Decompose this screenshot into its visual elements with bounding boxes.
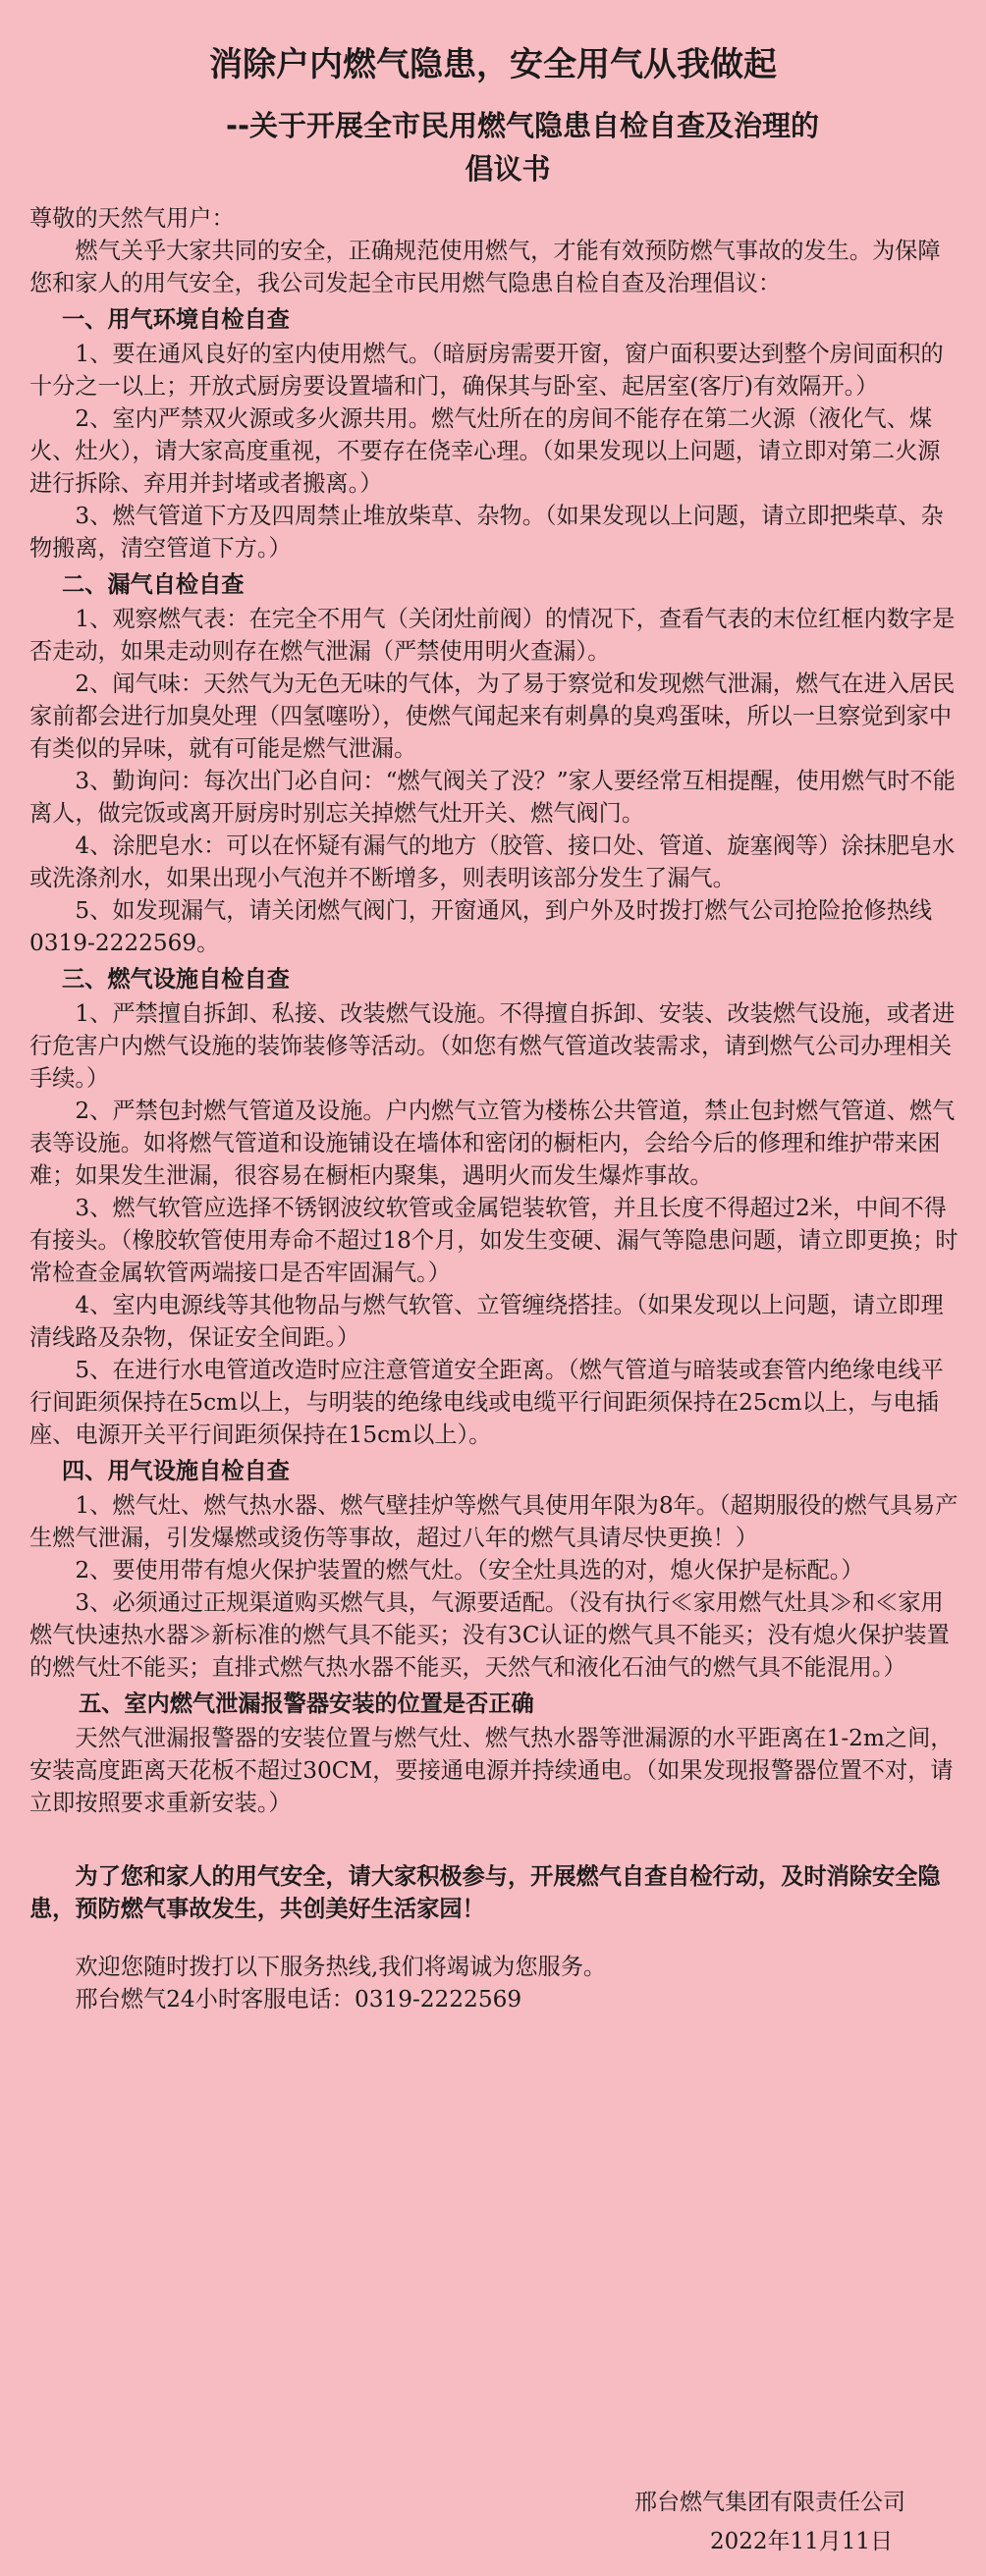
section-3-item-1: 1、严禁擅自拆卸、私接、改装燃气设施。不得擅自拆卸、安装、改装燃气设施，或者进行危害户内燃气设施的装饰装修等活动。（如您有燃气管道改装需求，请到燃气公司办理相关手续。） — [29, 1000, 956, 1092]
section-2-heading: 二、漏气自检自查 — [62, 571, 245, 598]
section-2-item-2: 2、闻气味：天然气为无色无味的气体，为了易于察觉和发现燃气泄漏，燃气在进入居民家前都会进行加臭处理（四氢噻吩），使燃气闻起来有刺鼻的臭鸡蛋味，所以一旦察觉到家中有类似的异味，就有可能是燃气泄漏。 — [29, 671, 956, 762]
section-5-heading: 五、室内燃气泄漏报警器安装的位置是否正确 — [79, 1690, 534, 1717]
intro-paragraph: 燃气关乎大家共同的安全，正确规范使用燃气，才能有效预防燃气事故的发生。为保障您和家人的用气安全，我公司发起全市民用燃气隐患自检自查及治理倡议： — [29, 238, 941, 296]
section-3-item-3: 3、燃气软管应选择不锈钢波纹软管或金属铠装软管，并且长度不得超过2米，中间不得有接头。（橡胶软管使用寿命不超过18个月，如发生变硬、漏气等隐患问题，请立即更换；时常检查金属软管两端接口是否牢固漏气。） — [29, 1195, 959, 1286]
section-4-heading: 四、用气设施自检自查 — [62, 1458, 290, 1484]
section-3-item-5: 5、在进行水电管道改造时应注意管道安全距离。（燃气管道与暗装或套管内绝缘电线平行间距须保持在5cm以上，与明装的绝缘电线或电缆平行间距须保持在25cm以上，与电插座、电源开关平行间距须保持在15cm以上）。 — [29, 1357, 944, 1448]
greeting: 尊敬的天然气用户： — [29, 205, 235, 232]
section-1-item-2: 2、室内严禁双火源或多火源共用。燃气灶所在的房间不能存在第二火源（液化气、煤火、灶火），请大家高度重视，不要存在侥幸心理。（如果发现以上问题，请立即对第二火源进行拆除、弃用并封堵或者搬离。） — [29, 405, 941, 497]
section-4-item-3: 3、必须通过正规渠道购买燃气具，气源要适配。（没有执行≪家用燃气灶具≫和≪家用燃气快速热水器≫新标准的燃气具不能买；没有3C认证的燃气具不能买；没有熄火保护装置的燃气灶不能买；直排式燃气热水器不能买，天然气和液化石油气的燃气具不能混用。） — [29, 1589, 950, 1681]
issue-date: 2022年11月11日 — [710, 2529, 894, 2554]
section-1-item-3: 3、燃气管道下方及四周禁止堆放柴草、杂物。（如果发现以上问题，请立即把柴草、杂物搬离，清空管道下方。） — [29, 503, 944, 562]
section-1-item-1: 1、要在通风良好的室内使用燃气。（暗厨房需要开窗，窗户面积要达到整个房间面积的十分之一以上；开放式厨房要设置墙和门，确保其与卧室、起居室(客厅)有效隔开。） — [29, 341, 944, 400]
welcome-line: 欢迎您随时拨打以下服务热线,我们将竭诚为您服务。 — [75, 1954, 607, 1980]
section-2-item-1: 1、观察燃气表：在完全不用气（关闭灶前阀）的情况下，查看气表的末位红框内数字是否走动，如果走动则存在燃气泄漏（严禁使用明火查漏）。 — [29, 606, 956, 665]
section-5-item-1: 天然气泄漏报警器的安装位置与燃气灶、燃气热水器等泄漏源的水平距离在1-2m之间，安装高度距离天花板不超过30CM，要接通电源并持续通电。（如果发现报警器位置不对，请立即按照要求重新安装。） — [29, 1725, 954, 1816]
hotline-line: 邢台燃气24小时客服电话：0319-2222569 — [75, 1986, 522, 2012]
closing-appeal: 为了您和家人的用气安全，请大家积极参与，开展燃气自查自检行动，及时消除安全隐患，预防燃气事故发生，共创美好生活家园！ — [29, 1863, 941, 1922]
section-2-item-4: 4、涂肥皂水：可以在怀疑有漏气的地方（胶管、接口处、管道、旋塞阀等）涂抹肥皂水或洗涤剂水，如果出现小气泡并不断增多，则表明该部分发生了漏气。 — [29, 832, 956, 891]
section-3-item-2: 2、严禁包封燃气管道及设施。户内燃气立管为楼栋公共管道，禁止包封燃气管道、燃气表等设施。如将燃气管道和设施铺设在墙体和密闭的橱柜内，会给今后的修理和维护带来困难；如果发生泄漏，很容易在橱柜内聚集，遇明火而发生爆炸事故。 — [29, 1098, 956, 1189]
document-body — [29, 202, 962, 2015]
section-2-item-5: 5、如发现漏气，请关闭燃气阀门，开窗通风，到户外及时拨打燃气公司抢险抢修热线0319-2222569。 — [29, 897, 933, 956]
subtitle-line-2: 倡议书 — [465, 152, 551, 186]
section-3-item-4: 4、室内电源线等其他物品与燃气软管、立管缠绕搭挂。（如果发现以上问题，请立即理清线路及杂物，保证安全间距。） — [29, 1292, 944, 1351]
page-title: 消除户内燃气隐患，安全用气从我做起 — [209, 45, 777, 84]
subtitle-line-1: --关于开展全市民用燃气隐患自检自查及治理的 — [225, 109, 820, 142]
section-1-heading: 一、用气环境自检自查 — [62, 306, 290, 333]
section-2-item-3: 3、勤询问：每次出门必自问：“燃气阀关了没？”家人要经常互相提醒，使用燃气时不能离人，做完饭或离开厨房时别忘关掉燃气灶开关、燃气阀门。 — [29, 768, 956, 827]
section-3-heading: 三、燃气设施自检自查 — [62, 966, 290, 993]
issuing-organization: 邢台燃气集团有限责任公司 — [634, 2490, 905, 2515]
section-4-item-2: 2、要使用带有熄火保护装置的燃气灶。（安全灶具选的对，熄火保护是标配。） — [75, 1557, 864, 1583]
section-4-item-1: 1、燃气灶、燃气热水器、燃气壁挂炉等燃气具使用年限为8年。（超期服役的燃气具易产生燃气泄漏，引发爆燃或烫伤等事故，超过八年的燃气具请尽快更换！） — [29, 1492, 959, 1551]
